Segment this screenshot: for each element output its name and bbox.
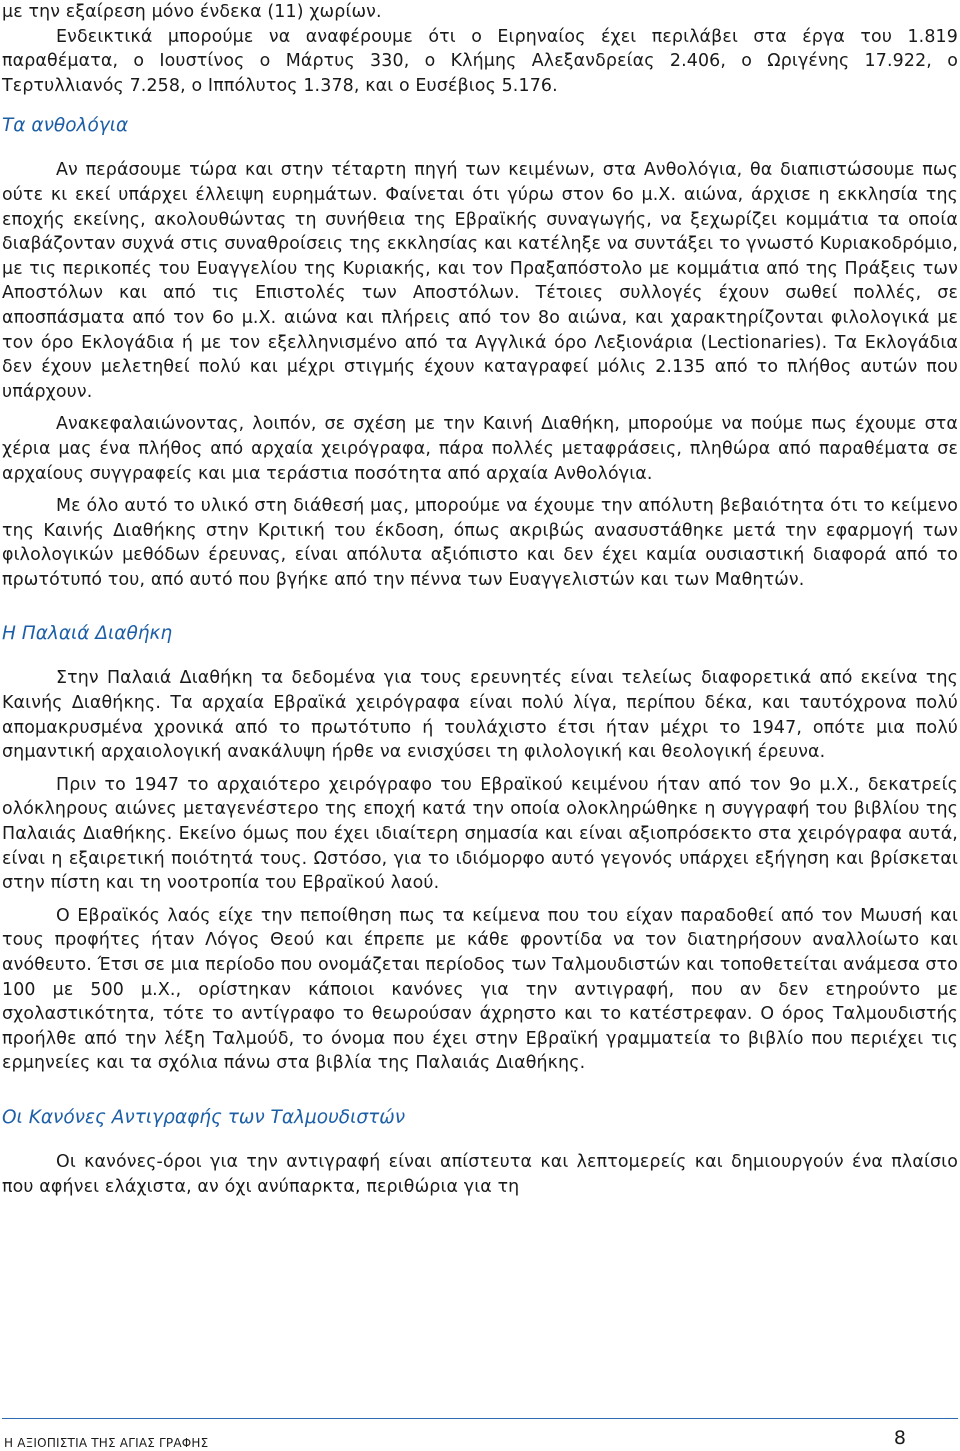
- page-footer: [2, 1418, 958, 1448]
- footer-book-title: Η ΑΞΙΟΠΙΣΤΙΑ ΤΗΣ ΑΓΙΑΣ ΓΡΑΦΗΣ: [4, 1436, 209, 1450]
- paragraph-quotations: Ενδεικτικά μπορούμε να αναφέρουμε ότι ο Ειρηναίος έχει περιλάβει στα έργα του 1.819 παραθέματα, ο Ιουστίνος ο Μάρτυς 330, ο Κλήμης Αλεξανδρείας 2.406, ο Ωριγένης 17.922, ο Τερτυλλιανός 7.258, ο Ιππόλυτος 1.378, και ο Ευσέβιος 5.176.: [2, 26, 958, 96]
- footer-divider: [2, 1418, 958, 1419]
- paragraph-anthologia: Αν περάσουμε τώρα και στην τέταρτη πηγή των κειμένων, στα Ανθολόγια, θα διαπιστώσουμε πως ούτε κι εκεί υπάρχει έλλειψη ευρημάτων. Φαίνεται ότι γύρω στον 6ο μ.Χ. αιώνα, άρχισε η εκκλησία της εποχής εκείνης, ακολουθώντας τη συνήθεια της Εβραϊκής συναγωγής, να ξεχωρίζει κομμάτια τα οποία διαβάζονταν συχνά στις συναθροίσεις της εκκλησίας και κατέληξε να συντάξει το γνωστό Κυριακοδρόμιο, με τις περικοπές του Ευαγγελίου της Κυριακής, και τον Πραξαπόστολο με κομμάτια από της Πράξεις των Αποστόλων και από τις Επιστολές των Αποστόλων. Τέτοιες συλλογές έχουν σωθεί πολλές, σε αποσπάσματα από τον 6ο μ.Χ. αιώνα και πλήρεις από τον 8ο αιώνα, και χαρακτηρίζονται φιλολογικά με τον όρο Εκλογάδια ή με τον εξελληνισμένο από τα Αγγλικά όρο Λεξιονάρια (Lectionaries). Τα Εκλογάδια δεν έχουν μελετηθεί πολύ και μέχρι στιγμής έχουν καταγραφεί μόλις 2.135 από το πλήθος αυτών που υπάρχουν.: [2, 160, 958, 402]
- paragraph-certainty: Με όλο αυτό το υλικό στη διάθεσή μας, μπορούμε να έχουμε την απόλυτη βεβαιότητα ότι το κείμενο της Καινής Διαθήκης στην Κριτική του έκδοση, όπως ακριβώς ανασυστάθηκε μετά την εφαρμογή των φιλολογικών μεθόδων έρευνας, είναι απόλυτα αξιόπιστο και δεν έχει καμία ουσιαστική διαφορά από το πρωτότυπό του, από αυτό που βγήκε από την πέννα των Ευαγγελιστών και των Μαθητών.: [2, 496, 958, 590]
- paragraph-summary: Ανακεφαλαιώνοντας, λοιπόν, σε σχέση με την Καινή Διαθήκη, μπορούμε να πούμε πως έχουμε στα χέρια μας ένα πλήθος από αρχαία χειρόγραφα, πάρα πολλές μεταφράσεις, πληθώρα από παραθέματα σε αρχαίους συγγραφείς και μια τεράστια ποσότητα από αρχαία Ανθολόγια.: [2, 414, 958, 484]
- page-number: 8: [893, 1427, 906, 1449]
- paragraph-continuation: με την εξαίρεση μόνο ένδεκα (11) χωρίων.: [2, 2, 382, 22]
- section-heading-anthologia: Τα ανθολόγια: [2, 115, 129, 137]
- section-heading-old-testament: Η Παλαιά Διαθήκη: [2, 623, 173, 645]
- paragraph-old-testament: Στην Παλαιά Διαθήκη τα δεδομένα για τους ερευνητές είναι τελείως διαφορετικά από εκείνα της Καινής Διαθήκης. Τα αρχαία Εβραϊκά χειρόγραφα είναι πολύ λίγα, περίπου δέκα, και ταυτόχρονα πολύ απομακρυσμένα χρονικά από το πρωτότυπο ή τουλάχιστο έτσι ήταν μέχρι το 1947, οπότε μια πολύ σημαντική αρχαιολογική ανακάλυψη ήρθε να ενισχύσει τη φιλολογική και θεολογική έρευνα.: [2, 668, 958, 763]
- section-heading-talmudic-rules: Οι Κανόνες Αντιγραφής των Ταλμουδιστών: [2, 1106, 406, 1128]
- paragraph-hebrew-people: Ο Εβραϊκός λαός είχε την πεποίθηση πως τα κείμενα που του είχαν παραδοθεί από τον Μωυσή και τους προφήτες ήταν Λόγος Θεού και έπρεπε με κάθε φροντίδα να τον διατηρήσουν αναλλοίωτο και ανόθευτο. Έτσι σε μια περίοδο που ονομάζεται περίοδος των Ταλμουδιστών και τοποθετείται ανάμεσα στο 100 με 500 μ.Χ., ορίστηκαν κάποιοι κανόνες για την αντιγραφή, που αν δεν ετηρούντο με σχολαστικότητα, τότε το αντίγραφο το θεωρούσαν άχρηστο και το κατέστρεφαν. Ο όρος Ταλμουδιστής προήλθε από την λέξη Ταλμούδ, το όνομα που έχει στην Εβραϊκή γραμματεία το βιβλίο που περιέχει τις ερμηνείες και τα σχόλια πάνω στα βιβλία της Παλαιάς Διαθήκης.: [2, 905, 958, 1074]
- page-content: [2, 0, 958, 1199]
- paragraph-before-1947: Πριν το 1947 το αρχαιότερο χειρόγραφο του Εβραϊκού κειμένου ήταν από τον 9ο μ.Χ., δεκατρείς ολόκληρους αιώνες μεταγενέστερο της εποχή κατά την οποία ολοκληρώθηκε η συγγραφή του βιβλίου της Παλαιάς Διαθήκης. Εκείνο όμως που έχει ιδιαίτερη σημασία και είναι αξιοπρόσεκτο στα χειρόγραφα αυτά, είναι η εξαιρετική ποιότητά τους. Ωστόσο, για το ιδιόμορφο αυτό γεγονός υπάρχει εξήγηση και βρίσκεται στην πίστη και τη νοοτροπία του Εβραϊκού λαού.: [2, 774, 958, 894]
- paragraph-copy-rules: Οι κανόνες-όροι για την αντιγραφή είναι απίστευτα και λεπτομερείς και δημιουργούν ένα πλαίσιο που αφήνει ελάχιστα, αν όχι ανύπαρκτα, περιθώρια για τη: [2, 1151, 958, 1197]
